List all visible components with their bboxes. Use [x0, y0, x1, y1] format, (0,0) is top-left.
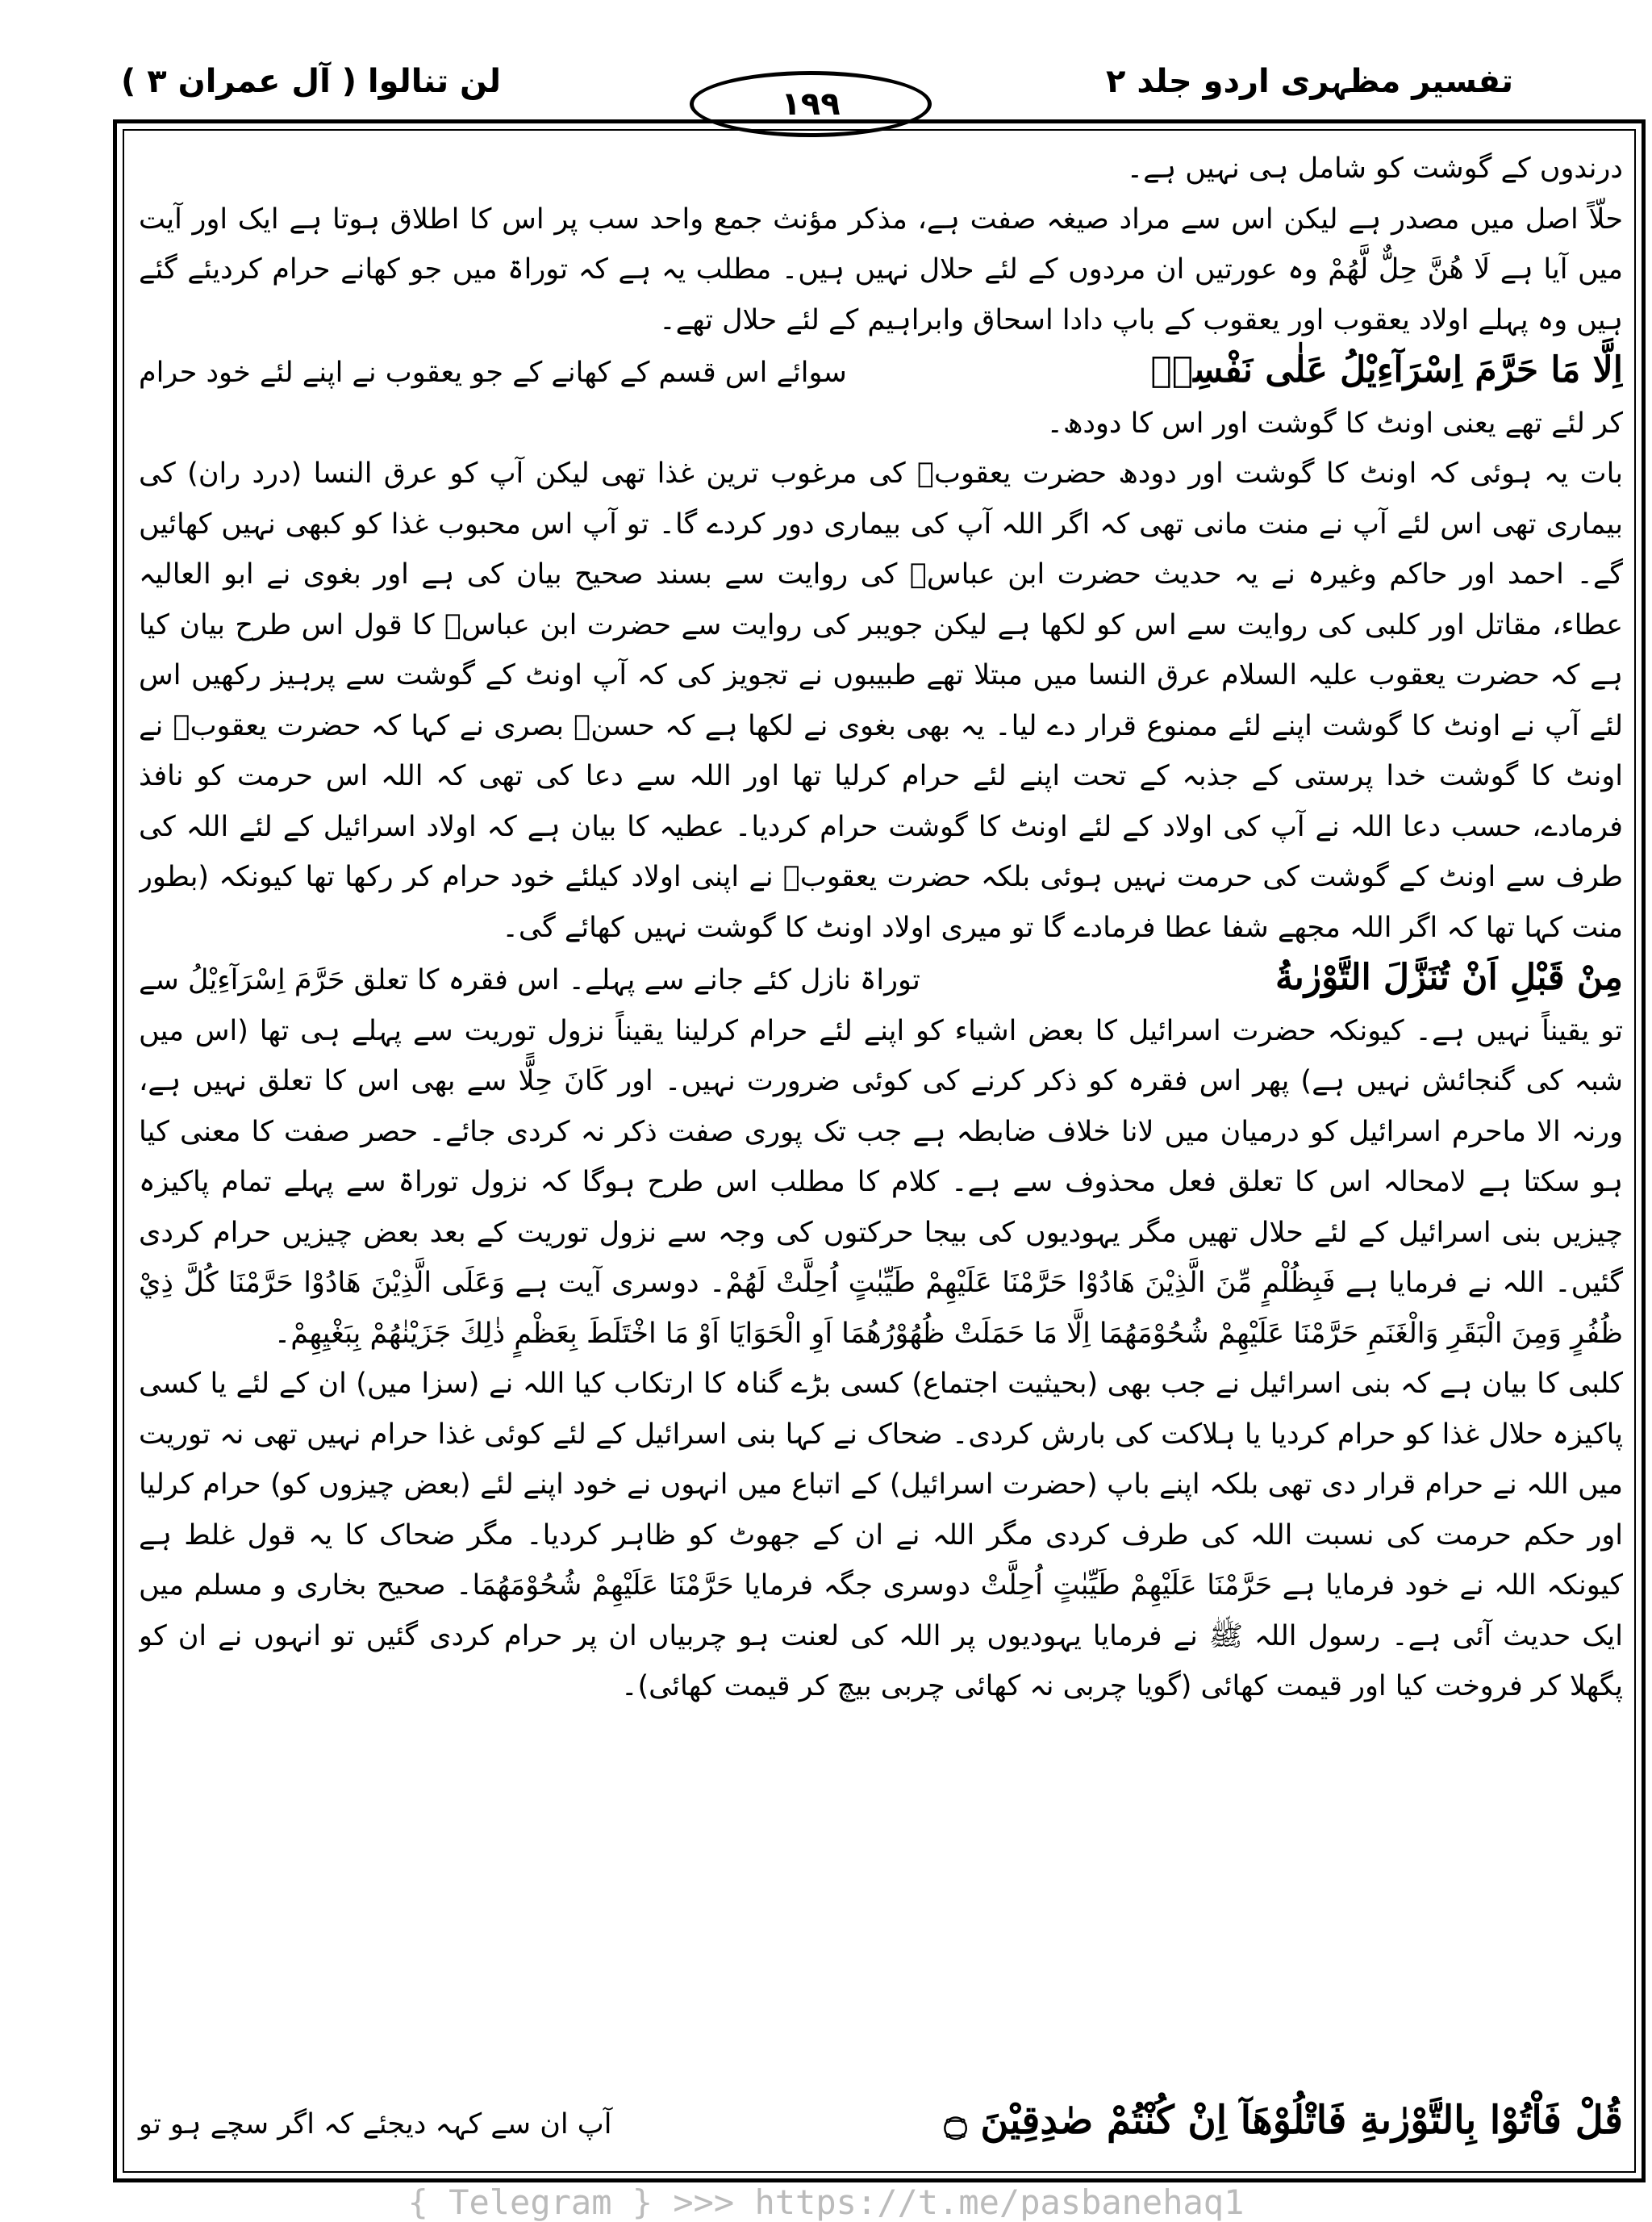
- verse-arabic: مِنْ قَبْلِ اَنْ تُنَزَّلَ التَّوْرٰىةُ: [1275, 957, 1623, 998]
- verse-translation: توراۃ نازل کئے جانے سے پہلے۔ اس فقرہ کا تعلق حَرَّمَ اِسْرَآءِيْلُ سے: [139, 964, 920, 996]
- verse-arabic: اِلَّا مَا حَرَّمَ اِسْرَآءِيْلُ عَلٰى نَفْسِهٖ: [1150, 349, 1623, 391]
- paragraph: حلّاً اصل میں مصدر ہے لیکن اس سے مراد صیغہ صفت ہے، مذکر مؤنث جمع واحد سب پر اس کا اطلاق ہوتا ہے ایک اور آیت میں آیا ہے لَا هُنَّ حِلٌّ لَّهُمْ وہ عورتیں ان مردوں کے لئے حلال نہیں ہیں۔ مطلب یہ ہے کہ توراۃ میں جو کھانے حرام کردیئے گئے ہیں وہ پہلے اولاد یعقوب اور یعقوب کے باپ دادا اسحاق وابراہیم کے لئے حلال تھے۔: [139, 203, 1623, 336]
- page-number: ۱۹۹: [690, 71, 932, 137]
- paragraph: بات یہ ہوئی کہ اونٹ کا گوشت اور دودھ حضرت یعقوبؑ کی مرغوب ترین غذا تھی لیکن آپ کو عرق النسا (درد ران) کی بیماری تھی اس لئے آپ نے منت مانی تھی کہ اگر اللہ آپ کی بیماری دور کردے گا۔ تو آپ اس محبوب غذا کو کبھی نہیں کھائیں گے۔ احمد اور حاکم وغیرہ نے یہ حدیث حضرت ابن عباسؓ کی روایت سے بسند صحیح بیان کی ہے اور بغوی نے ابو العالیہ عطاء، مقاتل اور کلبی کی روایت سے اس کو لکھا ہے لیکن جویبر کی روایت سے حضرت ابن عباسؓ کا قول اس طرح بیان کیا ہے کہ حضرت یعقوب علیہ السلام عرق النسا میں مبتلا تھے طبیبوں نے تجویز کی کہ آپ اونٹ کے گوشت سے پرہیز رکھیں اس لئے آپ نے اونٹ کا گوشت اپنے لئے ممنوع قرار دے لیا۔ یہ بھی بغوی نے لکھا ہے کہ حسنؒ بصری نے کہا کہ حضرت یعقوبؑ نے اونٹ کا گوشت خدا پرستی کے جذبہ کے تحت اپنے لئے حرام کرلیا تھا اور اللہ سے دعا کی تھی کہ اللہ اس حرمت کو نافذ فرمادے، حسب دعا اللہ نے آپ کی اولاد کے لئے اونٹ کا گوشت حرام کردیا۔ عطیہ کا بیان ہے کہ اولاد اسرائیل کے لئے اللہ کی طرف سے اونٹ کے گوشت کی حرمت نہیں ہوئی بلکہ حضرت یعقوبؑ نے اپنی اولاد کیلئے خود حرام کر رکھا تھا کیونکہ (بطور منت کہا تھا کہ اگر اللہ مجھے شفا عطا فرمادے گا تو میری اولاد اونٹ کا گوشت نہیں کھائے گی۔: [139, 457, 1623, 944]
- verse-heading: [139, 953, 1623, 1006]
- paragraph: کلبی کا بیان ہے کہ بنی اسرائیل نے جب بھی (بحیثیت اجتماع) کسی بڑے گناہ کا ارتکاب کیا اللہ نے (سزا میں) ان کے لئے یا کسی پاکیزہ حلال غذا کو حرام کردیا یا ہلاکت کی بارش کردی۔ ضحاک نے کہا بنی اسرائیل کے لئے کوئی غذا حرام نہیں تھی نہ توریت میں اللہ نے حرام قرار دی تھی بلکہ اپنے باپ (حضرت اسرائیل) کے اتباع میں انہوں نے خود اپنے لئے (بعض چیزوں کو) حرام کرلیا اور حکم حرمت کی نسبت اللہ کی طرف کردی مگر اللہ نے ان کے جھوٹ کو ظاہر کردیا۔ مگر ضحاک کا یہ قول غلط ہے کیونکہ اللہ نے خود فرمایا ہے حَرَّمْنَا عَلَيْهِمْ طَيِّبٰتٍ اُحِلَّتْ دوسری جگہ فرمایا حَرَّمْنَا عَلَيْهِمْ شُحُوْمَهُمَا۔ صحیح بخاری و مسلم میں ایک حدیث آئی ہے۔ رسول اللہ ﷺ نے فرمایا یہودیوں پر اللہ کی لعنت ہو چربیاں ان پر حرام کردی گئیں تو انہوں نے ان کو پگھلا کر فروخت کیا اور قیمت کھائی (گویا چربی نہ کھائی چربی بیچ کر قیمت کھائی)۔: [139, 1368, 1623, 1702]
- commentary-body: [139, 144, 1623, 2088]
- verse-translation: سوائے اس قسم کے کھانے کے جو یعقوب نے اپنے لئے خود حرام: [139, 357, 847, 389]
- book-title: تفسیر مظہری اردو جلد ۲: [1106, 63, 1513, 100]
- verse-arabic: قُلْ فَاْتُوْا بِالتَّوْرٰىةِ فَاتْلُوْهَآ اِنْ كُنْتُمْ صٰدِقِيْنَ ۝: [944, 2098, 1623, 2143]
- paragraph: درندوں کے گوشت کو شامل ہی نہیں ہے۔: [1126, 152, 1623, 185]
- paragraph: کر لئے تھے یعنی اونٹ کا گوشت اور اس کا دودھ۔: [1046, 407, 1623, 440]
- paragraph: تو یقیناً نہیں ہے۔ کیونکہ حضرت اسرائیل کا بعض اشیاء کو اپنے لئے حرام کرلینا یقیناً نزول توریت سے پہلے ہی تھا (اس میں شبہ کی گنجائش نہیں ہے) پھر اس فقرہ کو ذکر کرنے کی کوئی ضرورت نہیں۔ اور کَانَ حِلًّا سے بھی اس کا تعلق نہیں ہے، ورنہ الا ماحرم اسرائیل کو درمیان میں لانا خلاف ضابطہ ہے جب تک پوری صفت ذکر نہ کردی جائے۔ حصر صفت کا معنی کیا ہو سکتا ہے لامحالہ اس کا تعلق فعل محذوف سے ہے۔ کلام کا مطلب اس طرح ہوگا کہ نزول توراۃ سے پہلے تمام پاکیزہ چیزیں بنی اسرائیل کے لئے حلال تھیں مگر یہودیوں کی بیجا حرکتوں کی وجہ سے نزول توریت کے بعد بعض چیزیں حرام کردی گئیں۔ اللہ نے فرمایا ہے فَبِظُلْمٍ مِّنَ الَّذِيْنَ هَادُوْا حَرَّمْنَا عَلَيْهِمْ طَيِّبٰتٍ اُحِلَّتْ لَهُمْ۔ دوسری آیت ہے وَعَلَى الَّذِيْنَ هَادُوْا حَرَّمْنَا كُلَّ ذِيْ ظُفُرٍ وَمِنَ الْبَقَرِ وَالْغَنَمِ حَرَّمْنَا عَلَيْهِمْ شُحُوْمَهُمَا اِلَّا مَا حَمَلَتْ ظُهُوْرُهُمَا اَوِ الْحَوَايَا اَوْ مَا اخْتَلَطَ بِعَظْمٍ ذٰلِكَ جَزَيْنٰهُمْ بِبَغْيِهِمْ۔: [139, 1014, 1623, 1350]
- telegram-watermark: { Telegram } >>> https://t.me/pasbanehaq1: [407, 2182, 1245, 2222]
- section-title: لن تنالوا ( آل عمران ۳ ): [121, 63, 502, 100]
- verse-heading-final: [139, 2098, 1623, 2143]
- verse-translation: آپ ان سے کہہ دیجئے کہ اگر سچے ہو تو: [139, 2108, 612, 2141]
- verse-heading: [139, 345, 1623, 399]
